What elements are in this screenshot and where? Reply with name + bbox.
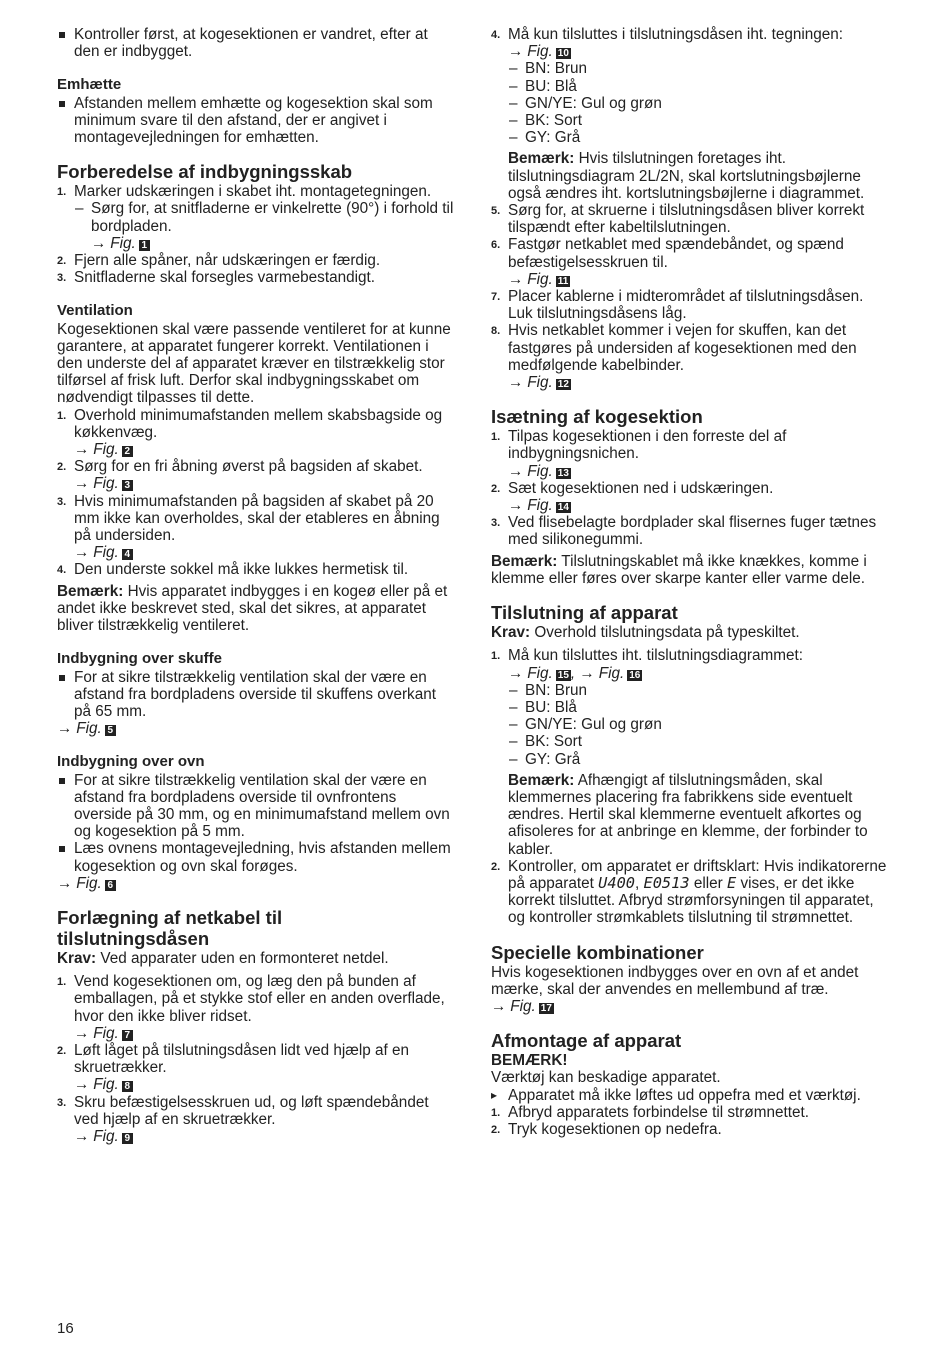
heading-ventilation: Ventilation — [57, 302, 133, 320]
figure-number-badge: 11 — [557, 275, 569, 287]
warning-text: Værktøj kan beskadige apparatet. — [491, 1069, 721, 1087]
figure-number-badge: 14 — [557, 502, 569, 514]
figure-ref: → Fig. 13 — [508, 462, 569, 480]
heading-skuffe: Indbygning over skuffe — [57, 650, 223, 668]
paragraph: Kogesektionen skal være passende ventileret for at kunne garantere, at apparatet fungerer korrekt. Ventilationen i den underste del af apparatet kræver en tilstrækkelig stor tilførsel af frisk luft. Derfor skal indbygningsskabet om nødvendigt tilpasses til dette. — [57, 320, 451, 407]
wire-item: – GY: Grå — [508, 129, 891, 146]
step-item: 2. Fjern alle spåner, når udskæringen er færdig. — [57, 252, 381, 270]
step-item: 1. Tilpas kogesektionen i den forreste del af indbygningsnichen. — [491, 428, 787, 463]
step-item: 2. Tryk kogesektionen op nedefra. — [491, 1120, 722, 1138]
step-item: 2. Løft låget på tilslutningsdåsen lidt ved hjælp af en skruetrækker. — [57, 1041, 410, 1077]
figure-number-badge: 17 — [540, 1002, 552, 1014]
figure-number-badge: 13 — [557, 467, 569, 479]
figure-number-badge: 10 — [557, 48, 569, 60]
warning-label: BEMÆRK! — [491, 1052, 568, 1070]
figure-ref: → Fig. 1 — [74, 235, 457, 252]
wire-item: – GN/YE: Gul og grøn — [508, 95, 891, 112]
display-code: U400 — [598, 873, 635, 892]
figure-ref: → Fig. 8 — [57, 1076, 457, 1093]
step-item: 7. Placer kablerne i midterområdet af tilslutningsdåsen. Luk tilslutningsdåsens låg. — [491, 288, 864, 323]
wire-item: – BU: Blå — [508, 699, 891, 716]
left-column — [57, 26, 457, 1145]
right-column — [491, 26, 891, 1138]
note: Bemærk: Hvis tilslutningen foretages iht. tilslutningsdiagram 2L/2N, skal kortslutningsbøjlerne også ændres iht. kortslutningsbøjlerne i diagrammet. — [508, 150, 865, 202]
list-item: For at sikre tilstrækkelig ventilation skal der være en afstand fra bordpladens overside til ovnfrontens overside på 30 mm, og en minimumafstand mellem ovn og kogesektion på 5 mm. — [57, 772, 457, 841]
figure-number-badge: 6 — [105, 880, 116, 891]
wire-item: – GN/YE: Gul og grøn — [508, 716, 891, 733]
step-item: 2. Kontroller, om apparatet er driftsklart: Hvis indikatorerne på apparatet U400, E0513 eller E vises, er det ikke korrekt tilsluttet. Afbryd strømforsyningen til apparatet, og kontroller strømkablets tilslutning til strømnettet. — [491, 857, 887, 927]
list-item: Afstanden mellem emhætte og kogesektion skal som minimum svare til den afstand, der er angivet i montagevejledningen for emhætten. — [57, 95, 457, 147]
figure-ref: → Fig. 15 , → Fig. 16 — [508, 664, 641, 682]
heading-afmontage: Afmontage af apparat — [491, 1030, 682, 1052]
heading-specielle: Specielle kombinationer — [491, 941, 704, 963]
heading-netkabel: Forlægning af netkabel til tilslutningsdåsen — [57, 906, 283, 949]
page-number: 16 — [57, 1320, 74, 1337]
step-sub — [491, 665, 891, 858]
list-item: For at sikre tilstrækkelig ventilation skal der være en afstand fra bordpladens overside til skuffens overkant på 65 mm. — [57, 669, 457, 721]
paragraph: Hvis kogesektionen indbygges over en ovn af et andet mærke, skal der anvendes en mellembund af træ. — [491, 963, 859, 998]
figure-number-badge: 8 — [122, 1081, 133, 1092]
figure-ref: → Fig. 17 — [491, 997, 552, 1015]
heading-isaetning: Isætning af kogesektion — [491, 406, 703, 428]
warning-item: ▸ Apparatet må ikke løftes ud oppefra med et værktøj. — [491, 1087, 891, 1104]
step-item: 2. Sæt kogesektionen ned i udskæringen. — [491, 479, 774, 497]
step-item: 1. Marker udskæringen i skabet iht. montagetegningen. — [57, 183, 432, 201]
heading-tilslutning: Tilslutning af apparat — [491, 602, 678, 624]
list-item: Læs ovnens montagevejledning, hvis afstanden mellem kogesektion og ovn skal forøges. — [57, 840, 457, 874]
figure-number-badge: 12 — [557, 379, 569, 391]
figure-number-badge: 9 — [122, 1133, 133, 1144]
list-item: Kontroller først, at kogesektionen er vandret, efter at den er indbygget. — [57, 26, 457, 60]
step-item: 4. Den underste sokkel må ikke lukkes hermetisk til. — [57, 561, 409, 579]
step-item: 3. Hvis minimumafstanden på bagsiden af skabet på 20 mm ikke kan overholdes, skal der etableres en åbning på undersiden. — [57, 492, 440, 545]
figure-ref: → Fig. 12 — [508, 374, 569, 392]
figure-ref: → Fig. 10 — [508, 43, 569, 61]
note: Bemærk: Afhængigt af tilslutningsmåden, skal klemmernes placering fra fabrikkens side eventuelt ændres. Hertil skal klemmerne eventuelt afkortes og afisoleres for at anbringe en klemme, der forbinder to kabler. — [508, 771, 868, 858]
heading-forberedelse: Forberedelse af indbygningsskab — [57, 161, 353, 183]
figure-ref: → Fig. 5 — [57, 720, 457, 737]
figure-number-badge: 2 — [122, 446, 133, 457]
step-sub — [57, 200, 457, 252]
figure-ref: → Fig. 7 — [57, 1025, 457, 1042]
figure-ref: → Fig. 3 — [57, 475, 457, 492]
step-item: 2. Sørg for en fri åbning øverst på bagsiden af skabet. — [57, 458, 423, 476]
wire-item: – BK: Sort — [508, 112, 891, 129]
figure-number-badge: 4 — [122, 549, 133, 560]
step-sub — [491, 43, 891, 202]
step-item: 3. Snitfladerne skal forsegles varmebestandigt. — [57, 269, 376, 287]
step-item: 1. Afbryd apparatets forbindelse til strømnettet. — [491, 1103, 809, 1121]
requirement: Krav: Ved apparater uden en formonteret netdel. — [57, 949, 389, 967]
step-item: 4. Må kun tilsluttes i tilslutningsdåsen iht. tegningen: — [491, 26, 844, 43]
step-item: 6. Fastgør netkablet med spændebåndet, og spænd befæstigelsesskruen til. — [491, 236, 844, 271]
display-code: E — [726, 873, 737, 892]
step-item: 5. Sørg for, at skruerne i tilslutningsdåsen bliver korrekt tilspændt efter kabeltilslutningen. — [491, 202, 865, 237]
figure-ref: → Fig. 14 — [508, 497, 569, 515]
figure-number-badge: 1 — [139, 240, 150, 251]
figure-number-badge: 15 — [557, 669, 569, 681]
step-item: 8. Hvis netkablet kommer i vejen for skuffen, kan det fastgøres på undersiden af kogesektionen med den medfølgende kabelbinder. — [491, 322, 857, 374]
display-code: E0513 — [643, 873, 690, 892]
step-item: 1. Må kun tilsluttes iht. tilslutningsdiagrammet: — [491, 647, 804, 665]
dash-item: – Sørg for, at snitfladerne er vinkelrette (90°) i forhold til bordpladen. — [74, 200, 457, 234]
figure-number-badge: 16 — [629, 669, 641, 681]
step-item: 1. Overhold minimumafstanden mellem skabsbagside og køkkenvæg. — [57, 406, 443, 441]
wire-item: – BU: Blå — [508, 78, 891, 95]
heading-ovn: Indbygning over ovn — [57, 753, 205, 771]
requirement: Krav: Overhold tilslutningsdata på typeskiltet. — [491, 624, 800, 642]
wire-item: – BN: Brun — [508, 60, 891, 77]
wire-item: – BN: Brun — [508, 682, 891, 699]
step-item: 1. Vend kogesektionen om, og læg den på bunden af emballagen, på et stykke stof eller en anden overflade, hvor den ikke bliver ridset. — [57, 973, 445, 1025]
wire-item: – BK: Sort — [508, 733, 891, 750]
figure-ref: → Fig. 9 — [57, 1128, 457, 1145]
heading-emhaette: Emhætte — [57, 76, 122, 94]
figure-number-badge: 7 — [122, 1030, 133, 1041]
note: Bemærk: Tilslutningskablet må ikke knækkes, komme i klemme eller føres over skarpe kanter eller varme dele. — [491, 552, 867, 587]
step-item: 3. Skru befæstigelsesskruen ud, og løft spændebåndet ved hjælp af en skruetrækker. — [57, 1093, 429, 1128]
figure-ref: → Fig. 2 — [57, 441, 457, 458]
step-item: 3. Ved flisebelagte bordplader skal flisernes fuger tætnes med silikonegummi. — [491, 514, 877, 549]
figure-number-badge: 5 — [105, 725, 116, 736]
figure-number-badge: 3 — [122, 480, 133, 491]
wire-item: – GY: Grå — [508, 751, 891, 768]
figure-ref: → Fig. 4 — [57, 544, 457, 561]
note: Bemærk: Hvis apparatet indbygges i en kogeø eller på et andet ikke beskrevet sted, skal det sikres, at apparatet bliver tilstrækkelig ventileret. — [57, 582, 448, 635]
figure-ref: → Fig. 6 — [57, 875, 457, 892]
figure-ref: → Fig. 11 — [508, 270, 569, 288]
